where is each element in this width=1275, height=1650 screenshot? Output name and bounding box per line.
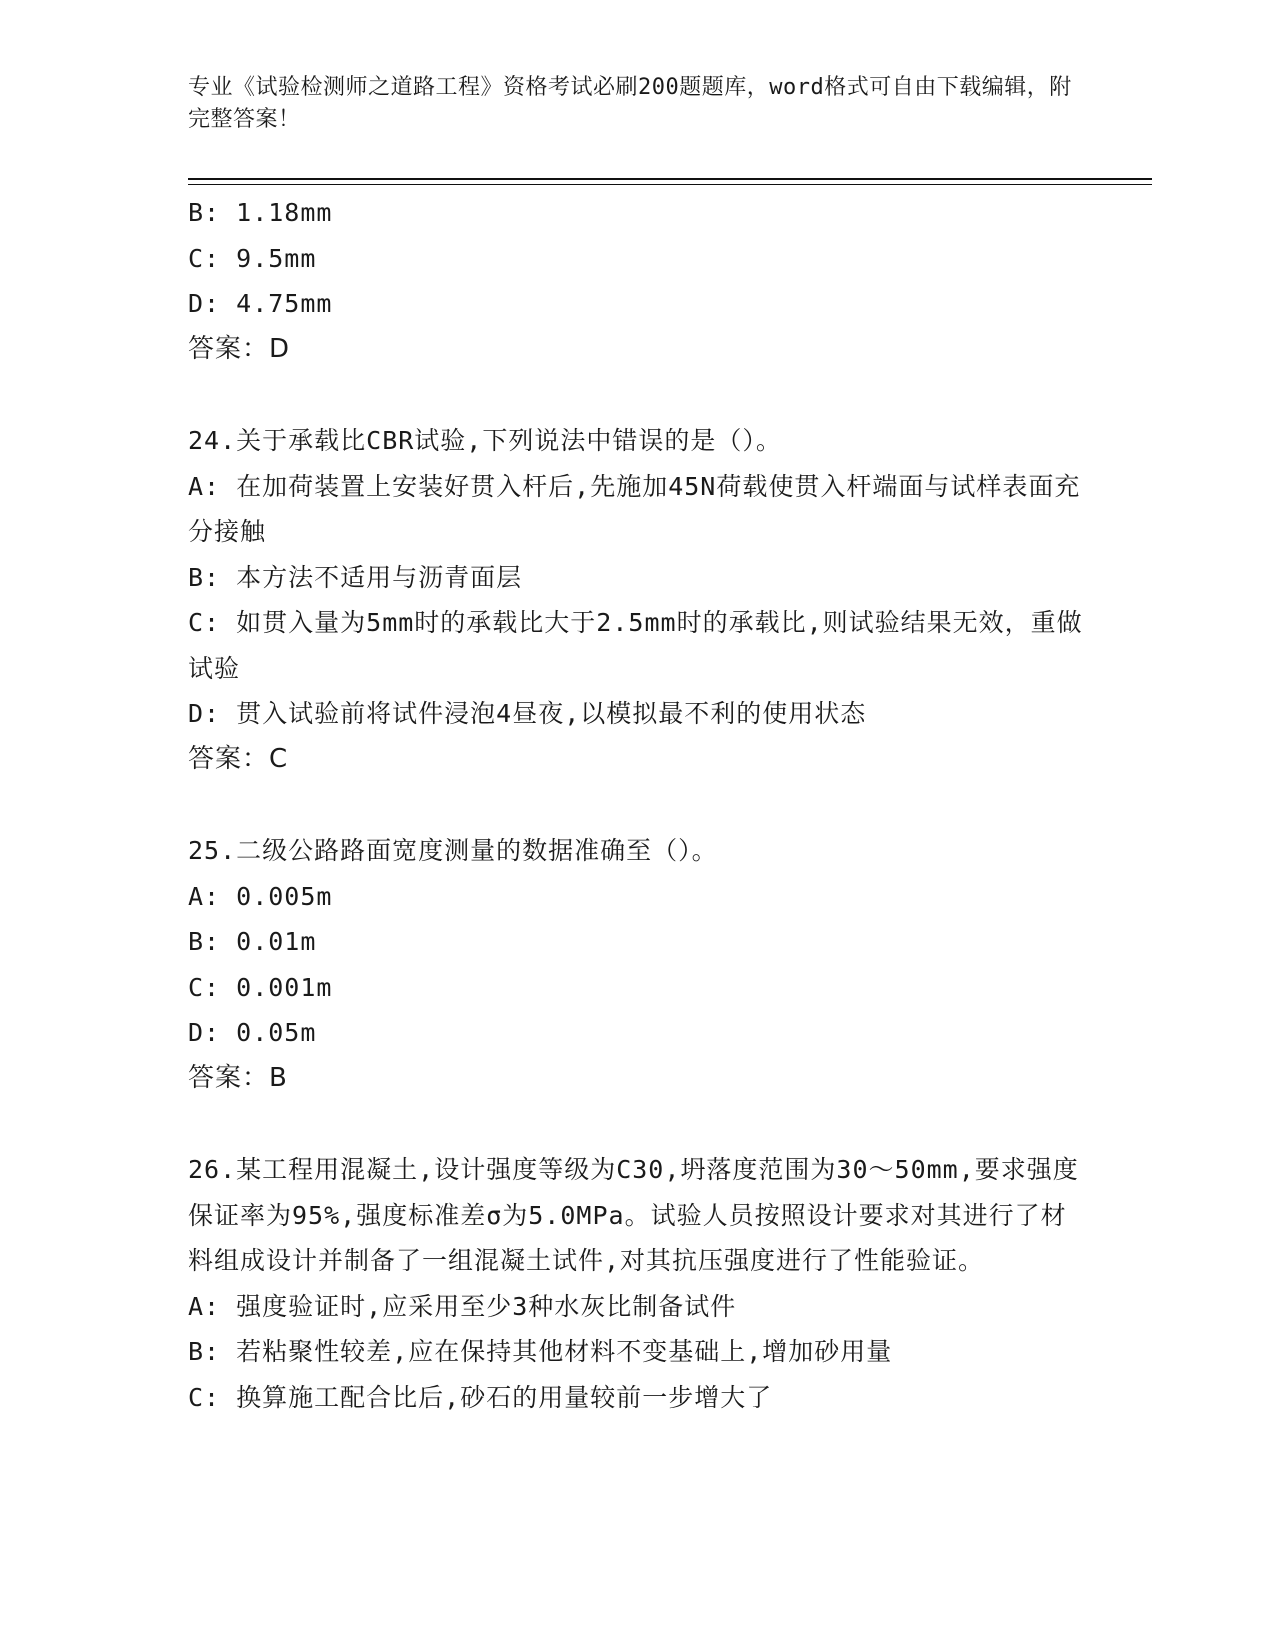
option-a: A: 在加荷装置上安装好贯入杆后,先施加45N荷载使贯入杆端面与试样表面充分接触 bbox=[188, 471, 1081, 546]
option-a: A: 强度验证时,应采用至少3种水灰比制备试件 bbox=[188, 1291, 737, 1321]
question-stem: 25.二级公路路面宽度测量的数据准确至（）。 bbox=[188, 836, 718, 865]
header-divider-thick bbox=[188, 178, 1152, 180]
option-d: D: 贯入试验前将试件浸泡4昼夜,以模拟最不利的使用状态 bbox=[188, 699, 867, 728]
option-b: B: 0.01m bbox=[188, 927, 317, 956]
question-stem: 24.关于承载比CBR试验,下列说法中错误的是（）。 bbox=[188, 426, 782, 455]
option-c: C: 换算施工配合比后,砂石的用量较前一步增大了 bbox=[188, 1382, 773, 1412]
option-d: D: 0.05m bbox=[188, 1018, 317, 1047]
answer-line: 答案：B bbox=[188, 1062, 288, 1093]
question-24 bbox=[188, 418, 1088, 782]
option-b: B: 本方法不适用与沥青面层 bbox=[188, 562, 523, 592]
question-stem: 26.某工程用混凝土,设计强度等级为C30,坍落度范围为30～50mm,要求强度保证率为95%,强度标准差σ为5.0MPa。试验人员按照设计要求对其进行了材料组成设计并制备了一组混凝土试件,对其抗压强度进行了性能验证。 bbox=[188, 1155, 1079, 1275]
option-b: B: 1.18mm bbox=[188, 198, 333, 227]
option-c: C: 如贯入量为5mm时的承载比大于2.5mm时的承载比,则试验结果无效，重做试验 bbox=[188, 608, 1083, 683]
option-d: D: 4.75mm bbox=[188, 289, 333, 318]
option-c: C: 0.001m bbox=[188, 972, 333, 1002]
question-25 bbox=[188, 828, 1088, 1101]
header-divider-thin bbox=[188, 184, 1152, 185]
answer-line: 答案：C bbox=[188, 743, 289, 774]
question-23-continuation bbox=[188, 190, 1088, 372]
option-c: C: 9.5mm bbox=[188, 243, 317, 273]
question-26 bbox=[188, 1147, 1088, 1420]
option-a: A: 0.005m bbox=[188, 881, 333, 911]
option-b: B: 若粘聚性较差,应在保持其他材料不变基础上,增加砂用量 bbox=[188, 1337, 893, 1366]
answer-line: 答案：D bbox=[188, 333, 291, 364]
document-body bbox=[188, 190, 1088, 1420]
document-header: 专业《试验检测师之道路工程》资格考试必刷200题题库，word格式可自由下载编辑，附完整答案！ bbox=[188, 75, 1072, 132]
